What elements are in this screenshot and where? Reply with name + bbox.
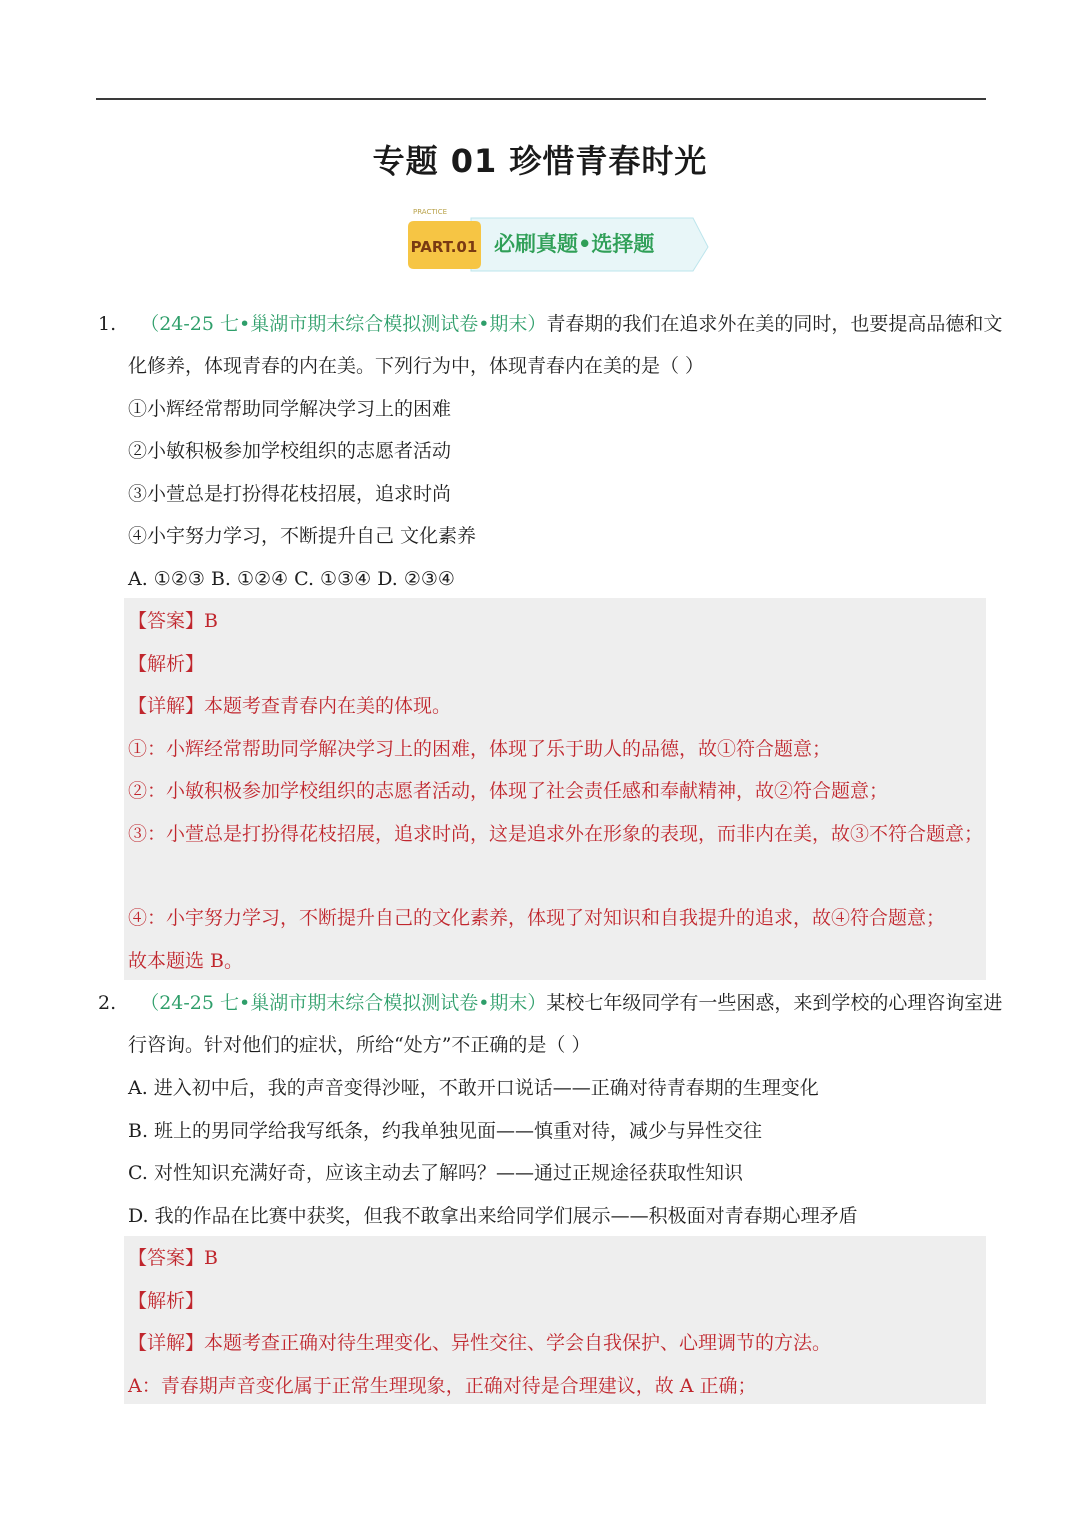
option-item: C. 对性知识充满好奇，应该主动去了解吗？——通过正规途径获取性知识 [128,1162,743,1184]
question-number: 1. [98,313,117,335]
option-item: ②小敏积极参加学校组织的志愿者活动 [128,440,452,462]
detail-text: 【详解】本题考查青春内在美的体现。 [128,695,452,717]
conclusion-text: 故本题选 B。 [128,950,244,972]
question-stem-cont: 化修养，体现青春的内在美。下列行为中，体现青春内在美的是（ ） [128,355,705,377]
detail-text: 【详解】本题考查正确对待生理变化、异性交往、学会自我保护、心理调节的方法。 [128,1332,832,1354]
question-2-line-1 [98,989,1002,1017]
header-rule [96,98,986,100]
option-item: A. 进入初中后，我的声音变得沙哑，不敢开口说话——正确对待青春期的生理变化 [128,1077,819,1099]
banner-part-label: PART.01 [410,238,478,256]
page-title: 专题 01 珍惜青春时光 [372,142,708,180]
explain-line: ①：小辉经常帮助同学解决学习上的困难，体现了乐于助人的品德，故①符合题意； [128,738,832,760]
banner-small-text: PRACTICE [413,208,448,216]
answer-choices: A. ①②③ B. ①②④ C. ①③④ D. ②③④ [128,568,455,590]
question-source: （24-25 七•巢湖市期末综合模拟测试卷•期末） [140,992,547,1014]
explain-line: ④：小宇努力学习，不断提升自己的文化素养，体现了对知识和自我提升的追求，故④符合题意； [128,907,946,929]
question-stem: 某校七年级同学有一些困惑，来到学校的心理咨询室进 [546,992,1003,1014]
option-item: ④小宇努力学习，不断提升自己 文化素养 [128,525,477,547]
option-item: B. 班上的男同学给我写纸条，约我单独见面——慎重对待，减少与异性交往 [128,1120,763,1142]
option-item: ①小辉经常帮助同学解决学习上的困难 [128,398,452,420]
explain-line: A：青春期声音变化属于正常生理现象，正确对待是合理建议，故 A 正确； [128,1375,757,1397]
banner-text: 必刷真题•选择题 [494,232,655,256]
answer-label: 【答案】B [128,1247,218,1269]
question-1-line-1 [98,310,1002,338]
option-item: ③小萱总是打扮得花枝招展，追求时尚 [128,483,452,505]
analysis-label: 【解析】 [128,1290,205,1312]
option-item: D. 我的作品在比赛中获奖，但我不敢拿出来给同学们展示——积极面对青春期心理矛盾 [128,1205,858,1227]
explain-line: ②：小敏积极参加学校组织的志愿者活动，体现了社会责任感和奉献精神，故②符合题意； [128,780,889,802]
question-stem: 青春期的我们在追求外在美的同时，也要提高品德和文 [546,313,1003,335]
part-banner [405,205,710,275]
question-stem-cont: 行咨询。针对他们的症状，所给“处方”不正确的是（ ） [128,1034,591,1056]
explain-line: ③：小萱总是打扮得花枝招展，追求时尚，这是追求外在形象的表现，而非内在美，故③不符合题意； [128,823,984,845]
question-source: （24-25 七•巢湖市期末综合模拟测试卷•期末） [140,313,547,335]
question-number: 2. [98,992,117,1014]
analysis-label: 【解析】 [128,653,205,675]
answer-label: 【答案】B [128,610,218,632]
